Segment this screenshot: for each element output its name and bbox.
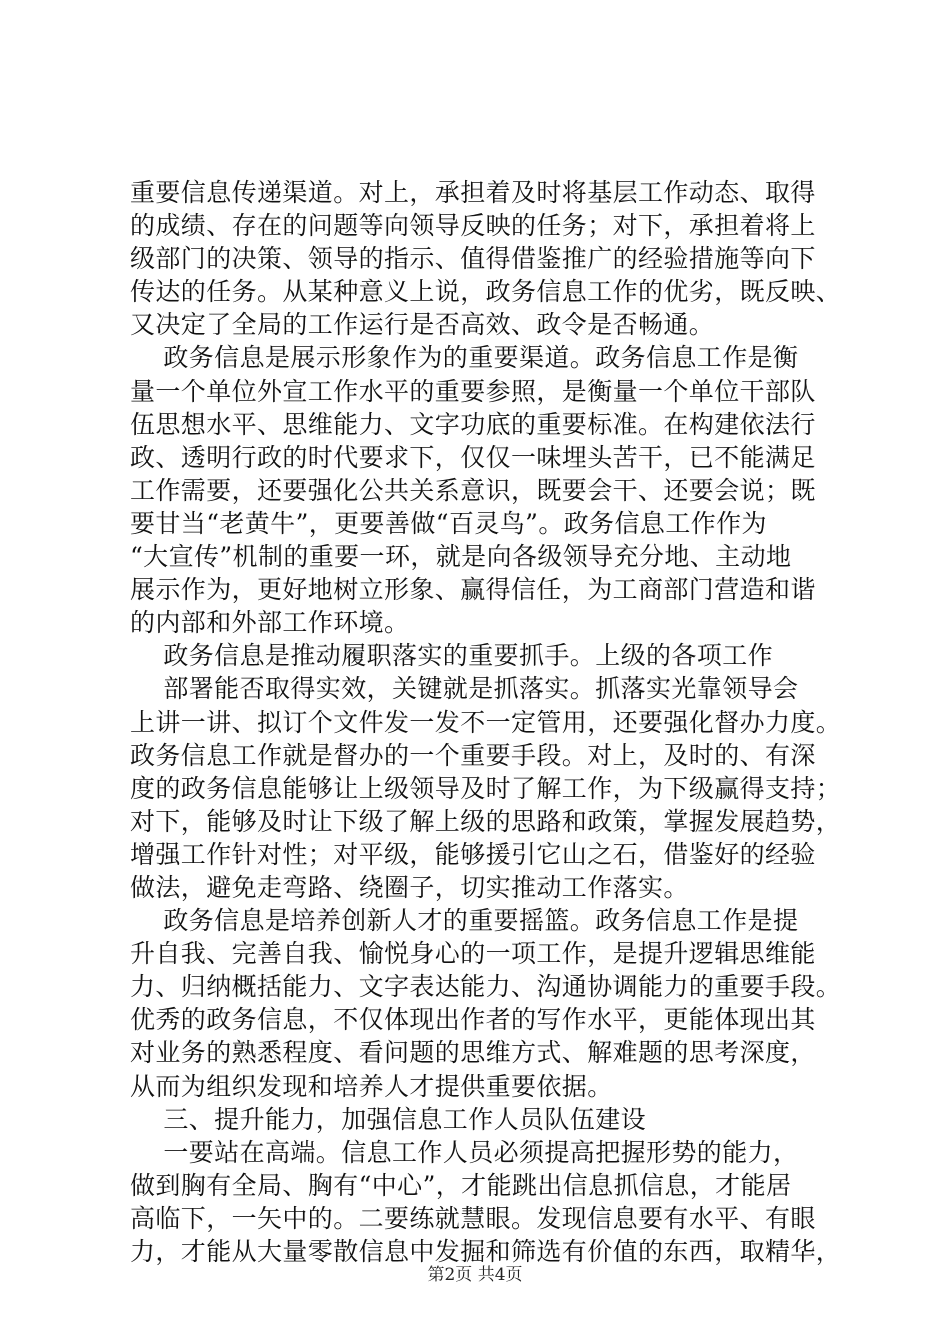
text-line: 要甘当“老黄牛”，更要善做“百灵鸟”。政务信息工作作为 [130,508,767,538]
text-line: 又决定了全局的工作运行是否高效、政令是否畅通。 [130,310,715,340]
text-line: “大宣传”机制的重要一环，就是向各级领导充分地、主动地 [130,542,792,572]
text-line: 重要信息传递渠道。对上，承担着及时将基层工作动态、取得 [130,178,816,207]
text-line: 一要站在高端。信息工作人员必须提高把握形势的能力， [130,1137,799,1167]
page-footer: 第2页 共4页 [427,1265,523,1285]
text-line: 力，才能从大量零散信息中发掘和筛选有价值的东西，取精华， [130,1237,842,1266]
text-line: 工作需要，还要强化公共关系意识，既要会干、还要会说；既 [130,475,816,505]
text-line: 政务信息是展示形象作为的重要渠道。政务信息工作是衡 [130,343,799,373]
text-line: 增强工作针对性；对平级，能够援引它山之石，借鉴好的经验 [130,839,816,869]
text-line: 展示作为，更好地树立形象、赢得信任，为工商部门营造和谐 [130,575,816,605]
text-line: 政务信息工作就是督办的一个重要手段。对上，及时的、有深 [130,740,816,770]
text-line: 政务信息是培养创新人才的重要摇篮。政务信息工作是提 [130,906,799,936]
text-line: 政务信息是推动履职落实的重要抓手。上级的各项工作 [130,641,773,671]
text-line: 的内部和外部工作环境。 [130,608,410,638]
text-line: 力、归纳概括能力、文字表达能力、沟通协调能力的重要手段。 [130,972,842,1002]
text-line: 做到胸有全局、胸有“中心”，才能跳出信息抓信息，才能居 [130,1170,792,1200]
text-line: 的成绩、存在的问题等向领导反映的任务；对下，承担着将上 [130,211,816,241]
text-line: 从而为组织发现和培养人才提供重要依据。 [130,1071,613,1101]
text-line: 三、提升能力，加强信息工作人员队伍建设 [130,1104,646,1134]
text-line: 做法，避免走弯路、绕圈子，切实推动工作落实。 [130,872,689,902]
text-line: 政、透明行政的时代要求下，仅仅一味埋头苦干，已不能满足 [130,442,816,472]
text-line: 伍思想水平、思维能力、文字功底的重要标准。在构建依法行 [130,409,816,439]
text-line: 传达的任务。从某种意义上说，政务信息工作的优劣，既反映、 [130,277,842,307]
text-line: 高临下，一矢中的。二要练就慧眼。发现信息要有水平、有眼 [130,1203,816,1233]
text-line: 升自我、完善自我、愉悦身心的一项工作，是提升逻辑思维能 [130,939,816,969]
text-line: 度的政务信息能够让上级领导及时了解工作，为下级赢得支持； [130,773,842,803]
text-line: 部署能否取得实效，关键就是抓落实。抓落实光靠领导会 [130,674,799,704]
text-line: 量一个单位外宣工作水平的重要参照，是衡量一个单位干部队 [130,376,816,406]
text-line: 上讲一讲、拟订个文件发一发不一定管用，还要强化督办力度。 [130,707,842,737]
text-line: 对下，能够及时让下级了解上级的思路和政策，掌握发展趋势， [130,806,842,836]
text-line: 级部门的决策、领导的指示、值得借鉴推广的经验措施等向下 [130,244,816,274]
text-line: 优秀的政务信息，不仅体现出作者的写作水平，更能体现出其 [130,1005,816,1035]
document-body [130,176,842,1268]
text-line: 对业务的熟悉程度、看问题的思维方式、解难题的思考深度， [130,1038,816,1068]
